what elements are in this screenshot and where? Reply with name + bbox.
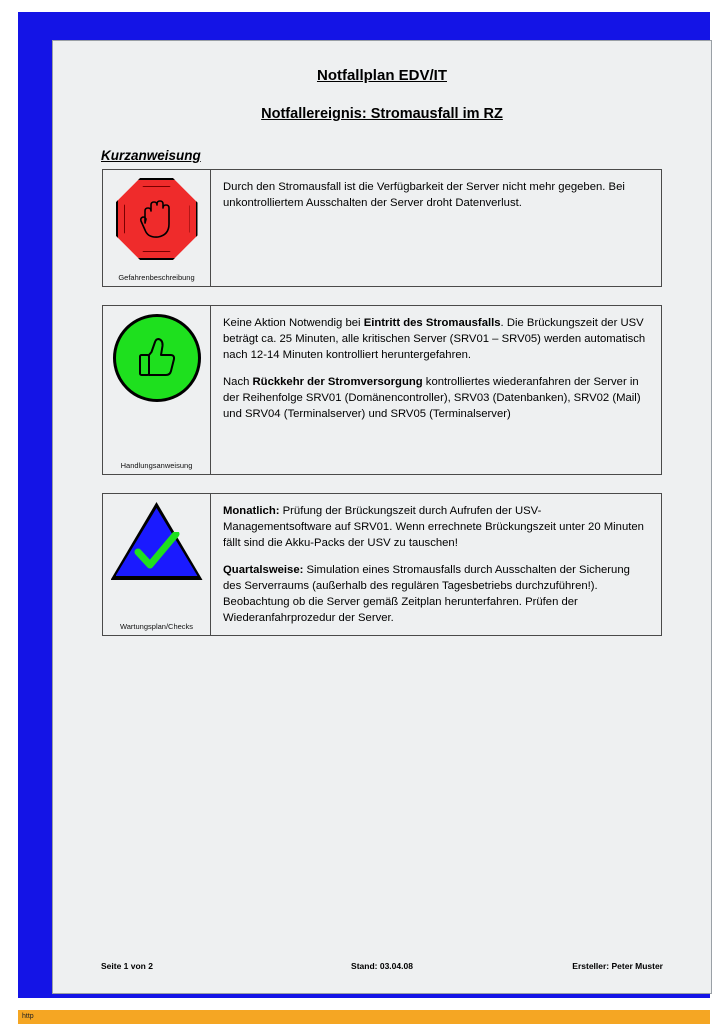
text-run: Simulation eines Stromausfalls durch Ausschalten der Sicherung des Serverraums (außerhalb des regulären Tagesbetriebs durchzuführen!). Beobachtung ob die Server gemäß Zeitplan herunterfahren. Prüfen der Wiederanfahrprozedur der Server.: [223, 564, 630, 625]
paragraph: [223, 562, 649, 626]
footer-author: Ersteller: Peter Muster: [572, 961, 663, 971]
info-block: [102, 493, 662, 636]
info-block: [102, 305, 662, 475]
page-title: Notfallplan EDV/IT: [316, 67, 447, 84]
document-page: [52, 40, 712, 994]
icon-caption: Gefahrenbeschreibung: [118, 272, 195, 282]
section-heading: Kurzanweisung: [101, 148, 201, 163]
check-glyph: [134, 532, 180, 572]
page-footer: [53, 961, 711, 971]
icon-caption: Wartungsplan/Checks: [119, 621, 194, 631]
text-run: Nach: [223, 376, 253, 389]
block-text: [211, 494, 661, 635]
text-run: . Die Brückungszeit der USV beträgt ca. 25 Minuten, alle kritischen Server (SRV01 – SRV05) werden automatisch nach 12-14 Minuten kontrolliert heruntergefahren.: [223, 317, 646, 362]
paragraph: [223, 315, 649, 363]
paragraph: [223, 374, 649, 422]
octagon-inner-outline: [124, 186, 190, 252]
icon-caption: Handlungsanweisung: [120, 460, 193, 470]
text-run: Prüfung der Brückungszeit durch Aufrufen der USV-Managementsoftware auf SRV01. Wenn errechnete Brückungszeit unter 20 Minuten fällt sind die Akku-Packs der USV zu tauschen!: [223, 505, 644, 550]
text-run-bold: Eintritt des Stromausfalls: [363, 317, 501, 329]
text-run: Durch den Stromausfall ist die Verfügbarkeit der Server nicht mehr gegeben. Bei unkontrolliertem Ausschalten der Server droht Datenverlust.: [223, 181, 625, 210]
block-text: [211, 170, 661, 286]
icon-cell: [103, 306, 211, 474]
info-block: [102, 169, 662, 287]
text-run-bold: Quartalsweise:: [223, 564, 304, 577]
blue-border-frame: [18, 12, 710, 998]
check-triangle-icon: [111, 502, 203, 580]
page-subtitle: Notfallereignis: Stromausfall im RZ: [261, 106, 503, 122]
footer-page-number: Seite 1 von 2: [101, 961, 153, 971]
text-run: kontrolliertes wiederanfahren der Server in der Reihenfolge SRV01 (Domänencontroller), SRV03 (Datenbanken), SRV02 (Mail) und SRV04 (Terminalserver) und SRV05 (Terminalserver): [223, 376, 641, 421]
thumbs-up-icon: [113, 314, 201, 402]
paragraph: [223, 179, 649, 211]
paragraph: [223, 503, 649, 551]
text-run-bold: Monatlich:: [223, 505, 280, 517]
block-text: [211, 306, 661, 474]
text-run-bold: Rückkehr der Stromversorgung: [252, 376, 423, 389]
footer-date: Stand: 03.04.08: [351, 961, 413, 971]
icon-cell: [103, 170, 211, 286]
icon-cell: [103, 494, 211, 635]
stop-hand-icon: [116, 178, 198, 260]
text-run: Keine Aktion Notwendig bei: [223, 317, 364, 329]
thumb-glyph: [135, 335, 179, 381]
status-bar: http: [18, 1010, 710, 1024]
